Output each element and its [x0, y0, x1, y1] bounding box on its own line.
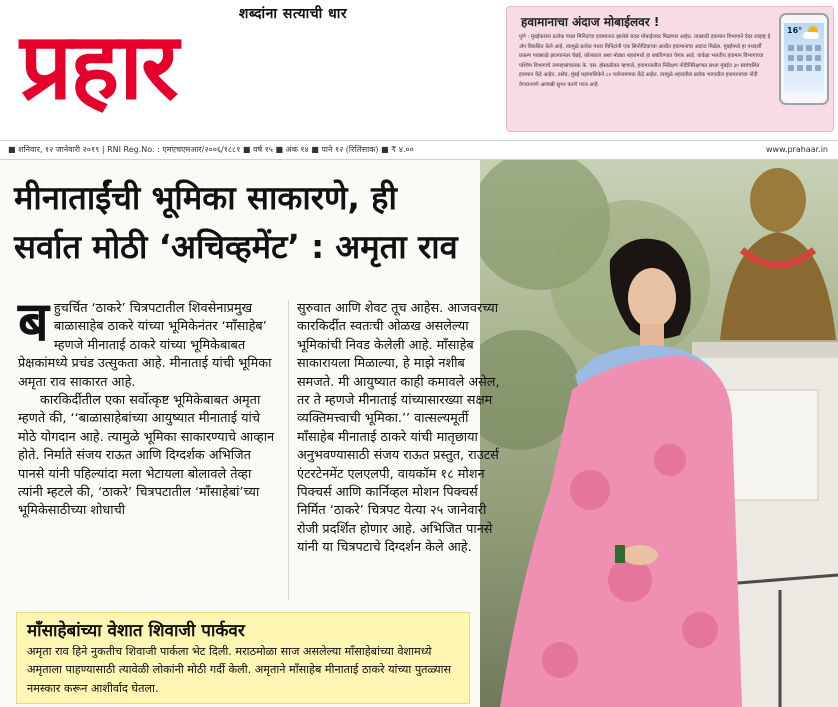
weather-grid-cell: [788, 45, 794, 51]
edition-details: ■ शनिवार, १२ जानेवारी २०१९ | RNI Reg.No. : एमएचएमआर/२००६/१८८१ ■ वर्ष १५ ■ अंक १४ ■ पाने १२ (रिलिंसाक) ■ ₹ ४.००: [8, 145, 414, 154]
weather-grid-cell: [797, 55, 803, 61]
masthead: [0, 0, 838, 140]
weather-grid-cell: [797, 65, 803, 71]
article-column-1: [18, 290, 280, 521]
actress-face: [628, 268, 676, 328]
statue-body: [720, 232, 836, 340]
weather-grid-cell: [806, 45, 812, 51]
weather-grid-cell: [806, 65, 812, 71]
saree-flower: [570, 470, 610, 510]
column-1-paragraph-2: कारकिर्दीतील एका सर्वोत्कृष्ट भूमिकेबाबत अमृता म्हणते की, ‘‘बाळासाहेबांच्या आयुष्यात मीनाताई यांचे मोठे योगदान आहे. त्यामुळे भूमिका साकारण्याचे आव्हान होते. निर्माते संजय राऊत आणि दिग्दर्शक अभिजित पानसे यांनी पहिल्यांदा मला भेटायला बोलावले तेव्हा त्यांनी म्हटले की, ‘ठाकरे’ चित्रपटातील ‘माँसाहेबां’च्या भूमिकेसाठीच्या शोधाची: [18, 393, 275, 519]
weather-promo-title: हवामानाचा अंदाज मोबाईलवर !: [521, 15, 660, 29]
weather-grid-cell: [797, 45, 803, 51]
masthead-tagline: शब्दांना सत्याची धार: [238, 6, 348, 22]
saree-flower: [542, 642, 578, 678]
weather-promo-box: [506, 6, 834, 132]
weather-grid-cell: [815, 65, 821, 71]
weather-grid-cell: [806, 55, 812, 61]
statue-head: [750, 168, 806, 232]
sidebox: [16, 612, 470, 704]
sidebox-title: माँसाहेबांच्या वेशात शिवाजी पार्कवर: [27, 621, 245, 641]
article: [0, 160, 838, 707]
saree-flower: [654, 444, 686, 476]
weather-grid-cell: [788, 55, 794, 61]
phone-screen: [784, 23, 824, 93]
headline-line-2: सर्वात मोठी ‘अचिव्हमेंट’ : अमृता राव: [14, 228, 458, 266]
weather-grid-cell: [815, 45, 821, 51]
actress-hands: [622, 545, 658, 565]
column-2-paragraph-1: सुरुवात आणि शेवट तूच आहेस. आजवरच्या कारकिर्दीत स्वतःची ओळख असलेल्या भूमिकांची निवड केलेली आहे. माँसाहेब साकारायला मिळाल्या, हे माझे नशीब समजते. मी आयुष्यात काही कमावले असेल, तर ते म्हणजे मीनाताई यांच्यासारख्या सक्षम व्यक्तिमत्त्वाची भूमिका.’’ वात्सल्यमूर्ती माँसाहेब मीनाताई ठाकरे यांची मातृछाया अनुभवण्यासाठी संजय राऊत प्रस्तुत, राउटर्स एंटरटेनमेंट एलएलपी, वायकॉम १८ मोशन पिक्चर्स आणि कार्निव्हल मोशन पिक्चर्स निर्मित ‘ठाकरे’ चित्रपट येत्या २५ जानेवारी रोजी प्रदर्शित होणार आहे. अभिजित पानसे यांनी या चित्रपटाचे दिग्दर्शन केले आहे.: [297, 301, 500, 556]
column-divider: [288, 300, 289, 600]
newspaper-logo: प्रहार: [20, 13, 177, 120]
weather-grid-cell: [788, 65, 794, 71]
phone-icon: [779, 13, 829, 105]
article-headline: [14, 174, 614, 272]
phone-temperature: 16°: [787, 26, 803, 35]
green-bangles: [615, 545, 625, 563]
drop-cap: ब: [18, 290, 49, 353]
sidebox-text: अमृता राव हिने नुकतीच शिवाजी पार्कला भेट दिली. मराठमोळा साज असलेल्या माँसाहेबांच्या वेशामध्ये अमृताला पाहण्यासाठी त्यावेळी लोकांनी मोठी गर्दी केली. अमृताने माँसाहेब मीनाताई ठाकरे यांच्या पुतळ्यास नमस्कार करून आशीर्वाद घेतला.: [27, 645, 452, 695]
saree-flower: [682, 612, 718, 648]
edition-info-bar: [0, 140, 838, 160]
column-1-paragraph-1: हुचर्चित ‘ठाकरे’ चित्रपटातील शिवसेनाप्रमुख बाळासाहेब ठाकरे यांच्या भूमिकेनंतर ‘माँसाहेब’ म्हणजे मीनाताई ठाकरे यांच्या भूमिकेबाबत प्रेक्षकांमध्ये प्रचंड उत्सुकता आहे. मीनाताई यांची भूमिका अमृता राव साकारत आहे.: [18, 301, 272, 390]
weather-grid-cell: [815, 55, 821, 61]
cloud-icon: [803, 32, 819, 39]
article-column-2: [297, 300, 505, 558]
pedestal-cap: [692, 342, 838, 358]
saree-flower: [608, 558, 652, 602]
website-url: www.prahaar.in: [766, 145, 828, 154]
headline-line-1: मीनाताईंची भूमिका साकारणे, ही: [14, 179, 397, 217]
sidebox-body: [27, 643, 465, 698]
weather-promo-body: पुणे : मुंबईकरांना प्रत्येक पंधरा मिनिटांचा हवामानात झालेले बदल मोबाईलवर मिळणार आहेत. त्यासाठी हवामान विभागाने वेदर लाइव्ह हे ॲप विकसित केले आहे. त्यामुळे प्रत्येक पंधरा मिनिटांनी एक सिनोप्टिकच्या आधीत हवामानाचा अंदाज मिळेल. मुंबईमध्ये हा पथदर्शी प्रकल्प पावसाळे झाल्यानंतर चेन्नई, कोलकता अशा मोठ्या शहरांमध्ये हा राबविण्यात येणार आहे. यावेळा भारतीय हवामान विभागाच्या पश्चिम विभागाचे उपमहासंचालक के. एस. होसाळीकर म्हणाले, हवामानातील निरीक्षण नोंदीनिरिक्षणात सध्या मुंबईत ३० स्वयंचलित हवामान केंद्रे आहेत. तसेच, मुंबई महापालिकेने ८० पर्जन्यमापक केंद्रे आहेत. त्यामुळे शहरातील प्रत्येक भागातील हवामानाच्या नोंदी वेगवानपणे आणखी सुभर करणे गरज आहे.: [519, 34, 771, 88]
